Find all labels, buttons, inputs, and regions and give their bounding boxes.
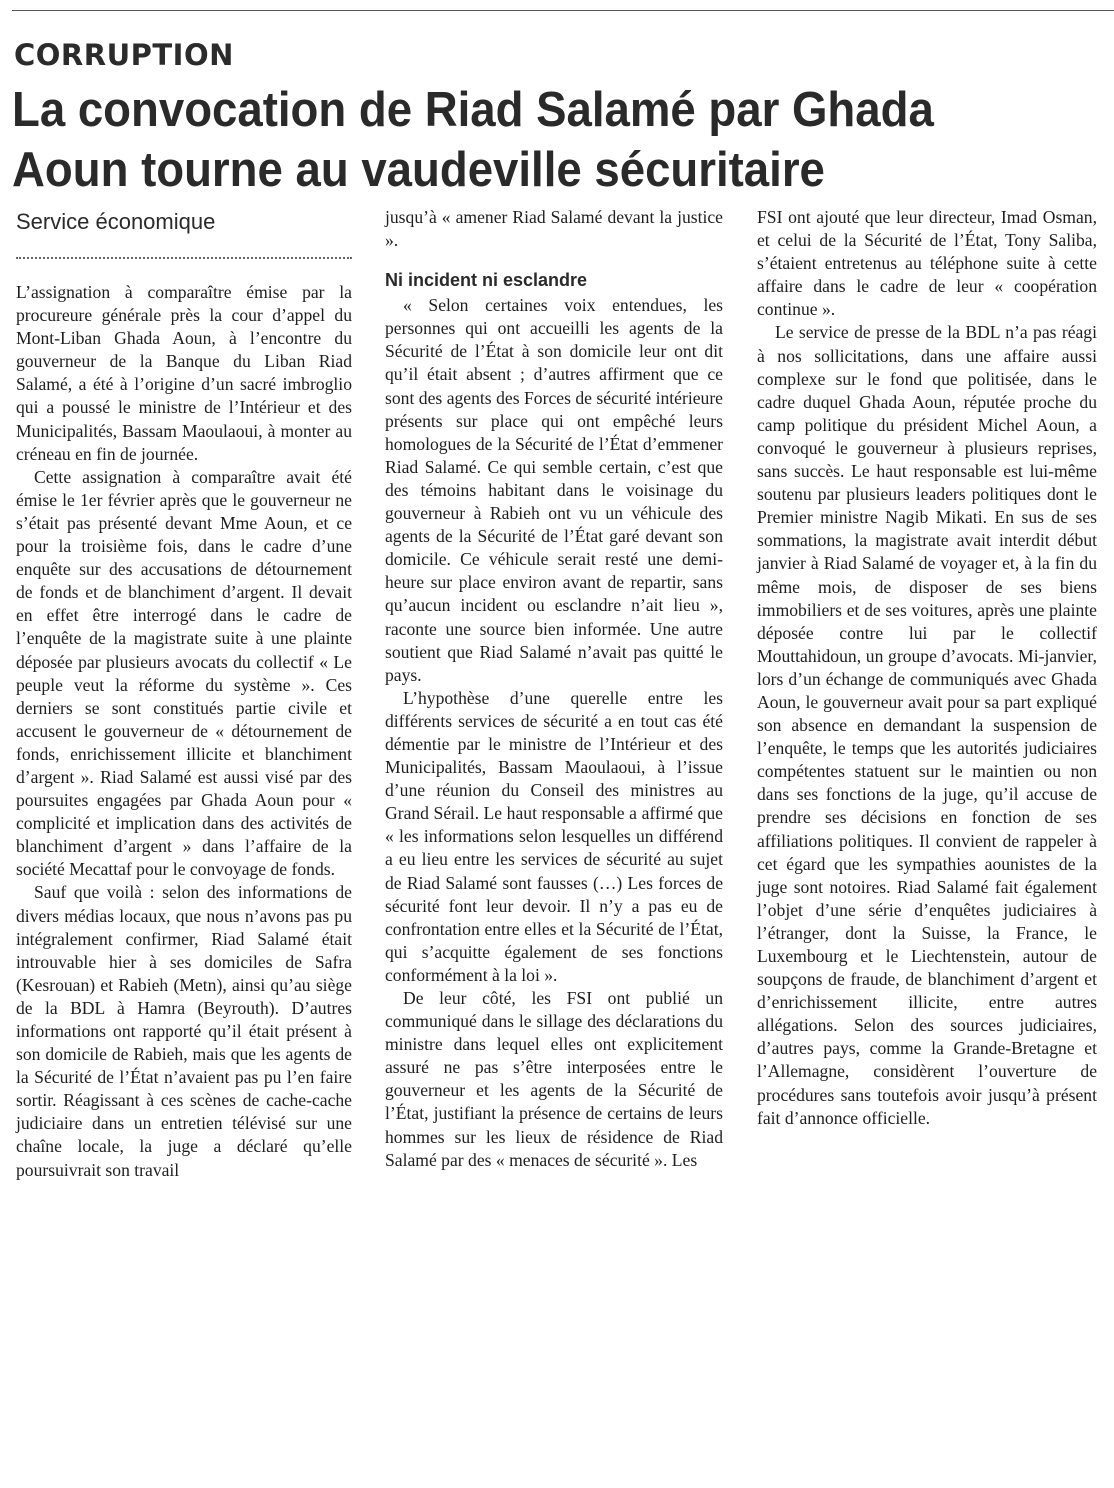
- section-kicker: CORRUPTION: [14, 38, 234, 72]
- subheading: Ni incident ni esclandre: [385, 270, 588, 291]
- paragraph: Cette assignation à comparaître avait été émise le 1er février après que le gouverneur ne s’était pas présenté devant Mme Aoun, et ce pour la troisième fois, dans le cadre d’une enquête sur des accusations de détournement de fonds et de blanchiment d’argent. Il devait en effet être interrogé dans le cadre de l’enquête de la magistrate suite à une plainte déposée par plusieurs avocats du collectif « Le peuple veut la réforme du système ». Ces derniers se sont constitués partie civile et accusent le gouverneur de « détournement de fonds, enrichissement illicite et blanchiment d’argent ». Riad Salamé est aussi visé par des poursuites engagées par Ghada Aoun pour « complicité et implication dans des activités de blanchiment d’argent » dans l’affaire de la société Mecattaf pour le convoyage de fonds.: [16, 466, 352, 880]
- paragraph: jusqu’à « amener Riad Salamé devant la justice ».: [385, 207, 723, 251]
- article-column-1: [16, 281, 352, 1182]
- article-column-3: [757, 206, 1097, 1130]
- byline-divider: [16, 257, 352, 259]
- byline: Service économique: [16, 209, 216, 234]
- paragraph: FSI ont ajouté que leur directeur, Imad Osman, et celui de la Sécurité de l’État, Tony Saliba, s’étaient entretenus au téléphone suite à cette affaire dans le cadre de leur « coopération continue ».: [757, 207, 1097, 320]
- paragraph: L’assignation à comparaître émise par la procureure générale près la cour d’appel du Mont-Liban Ghada Aoun, à l’encontre du gouverneur de la Banque du Liban Riad Salamé, a été à l’origine d’un sacré imbroglio qui a poussé le ministre de l’Intérieur et des Municipalités, Bassam Maoulaoui, à monter au créneau en fin de journée.: [16, 282, 352, 464]
- paragraph: « Selon certaines voix entendues, les personnes qui ont accueilli les agents de la Sécurité de l’État à son domicile leur ont dit qu’il était absent ; d’autres affirment que ce sont des agents des Forces de sécurité intérieure présents sur place qui ont empêché leurs homologues de la Sécurité de l’État d’emmener Riad Salamé. Ce qui semble certain, c’est que des témoins habitant dans le voisinage du gouverneur à Rabieh ont vu un véhicule des agents de la Sécurité de l’État garé devant son domicile. Ce véhicule serait resté une demi-heure sur place environ avant de repartir, sans qu’aucun incident ou esclandre n’ait lieu », raconte une source bien informée. Une autre soutient que Riad Salamé n’avait pas quitté le pays.: [385, 295, 723, 685]
- paragraph: L’hypothèse d’une querelle entre les différents services de sécurité a en tout cas été démentie par le ministre de l’Intérieur et des Municipalités, Bassam Maoulaoui, à l’issue d’une réunion du Conseil des ministres au Grand Sérail. Le haut responsable a affirmé que « les informations selon lesquelles un différend a eu lieu entre les services de sécurité au sujet de Riad Salamé sont fausses (…) Les forces de sécurité font leur devoir. Il n’y a pas eu de confrontation entre elles et la Sécurité de l’État, qui s’acquitte également de ses fonctions conformément à la loi ».: [385, 687, 723, 985]
- top-rule: [12, 10, 1114, 11]
- headline: La convocation de Riad Salamé par Ghada Aoun tourne au vaudeville sécuritaire: [12, 83, 934, 197]
- article-column-2: [385, 206, 723, 1172]
- paragraph: De leur côté, les FSI ont publié un communiqué dans le sillage des déclarations du ministre dans lequel elles ont explicitement assuré ne pas s’être interposées entre le gouverneur et les agents de la Sécurité de l’État, justifiant la présence de certains de leurs hommes sur les lieux de résidence de Riad Salamé par des « menaces de sécurité ». Les: [385, 988, 723, 1170]
- paragraph: Sauf que voilà : selon des informations de divers médias locaux, que nous n’avons pas pu intégralement confirmer, Riad Salamé était introuvable hier à ses domiciles de Safra (Kesrouan) et Rabieh (Metn), ainsi qu’au siège de la BDL à Hamra (Beyrouth). D’autres informations ont rapporté qu’il était présent à son domicile de Rabieh, mais que les agents de la Sécurité de l’État n’avaient pas pu l’en faire sortir. Réagissant à ces scènes de cache-cache judiciaire dans un entretien télévisé sur une chaîne locale, la juge a déclaré qu’elle poursuivrait son travail: [16, 882, 352, 1180]
- paragraph: Le service de presse de la BDL n’a pas réagi à nos sollicitations, dans une affaire aussi complexe sur le fond que politisée, dans le cadre duquel Ghada Aoun, réputée proche du camp politique du président Michel Aoun, a convoqué le gouverneur à plusieurs reprises, sans succès. Le haut responsable est lui-même soutenu par plusieurs leaders politiques dont le Premier ministre Nagib Mikati. En sus de ses sommations, la magistrate avait interdit début janvier à Riad Salamé de voyager et, à la fin du même mois, de disposer de ses biens immobiliers et de ses voitures, après une plainte déposée contre lui par le collectif Mouttahidoun, un groupe d’avocats. Mi-janvier, lors d’un échange de communiqués avec Ghada Aoun, le gouverneur avait pour sa part expliqué son absence en demandant la suspension de l’enquête, le temps que les autorités judiciaires compétentes statuent sur le maintien ou non dans ses fonctions de la juge, qu’il accuse de prendre ses décisions en fonction de ses affiliations politiques. Il convient de rappeler à cet égard que les sympathies aounistes de la juge sont notoires. Riad Salamé fait également l’objet d’une série d’enquêtes judiciaires à l’étranger, dont la Suisse, la France, le Luxembourg et le Liechtenstein, autour de soupçons de fraude, de blanchiment d’argent et d’enrichissement illicite, entre autres allégations. Selon des sources judiciaires, d’autres pays, comme la Grande-Bretagne et l’Allemagne, considèrent l’ouverture de procédures sans toutefois avoir jusqu’à présent fait d’annonce officielle.: [757, 322, 1097, 1128]
